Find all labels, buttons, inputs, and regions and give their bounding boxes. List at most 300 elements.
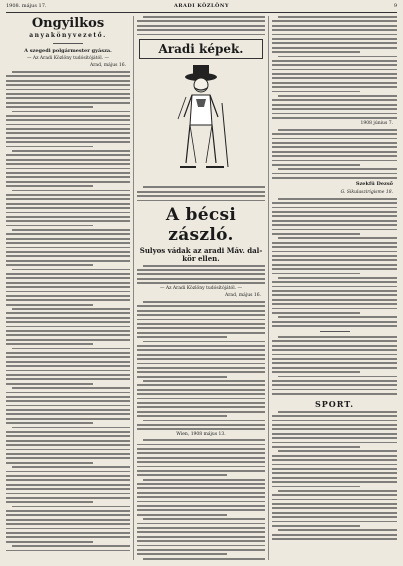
text-line (6, 304, 93, 306)
article-dateline: Arad, május 16. (90, 63, 126, 68)
text-line (137, 376, 227, 378)
text-line (272, 321, 397, 323)
text-line (272, 246, 397, 248)
article-dateline: Arad, május 16. (225, 293, 261, 299)
text-line (6, 352, 130, 354)
text-line (272, 215, 397, 217)
text-line (272, 389, 397, 391)
text-line (6, 471, 130, 473)
text-line (12, 111, 130, 113)
text-line (272, 86, 397, 88)
text-line (272, 303, 397, 305)
text-line (137, 323, 265, 325)
text-line (143, 518, 265, 520)
text-line (278, 490, 397, 492)
text-line (137, 540, 265, 542)
text-line (6, 299, 130, 301)
text-line (272, 420, 397, 422)
column-2 (137, 16, 265, 560)
text-line (272, 138, 397, 140)
text-line (137, 278, 265, 280)
author-signature: Szekfü Dezső (355, 180, 393, 187)
text-line (137, 545, 265, 547)
text-line (137, 474, 227, 476)
text-line (278, 529, 397, 531)
text-line (272, 113, 397, 115)
text-line (137, 393, 265, 395)
text-line (6, 198, 130, 200)
text-line (6, 260, 130, 262)
text-line (272, 264, 397, 266)
text-line (6, 172, 130, 174)
text-line (137, 402, 265, 404)
text-line (137, 536, 265, 538)
text-line (272, 69, 397, 71)
text-line (272, 437, 397, 439)
text-line (272, 242, 397, 244)
text-line (272, 220, 397, 222)
text-line (12, 506, 130, 508)
text-line (278, 198, 397, 200)
text-line (137, 428, 265, 430)
text-line (137, 273, 265, 275)
text-line (278, 129, 397, 131)
text-line (6, 501, 93, 503)
column-3 (272, 16, 397, 560)
text-line (6, 225, 93, 227)
text-line (6, 291, 130, 293)
text-line (137, 549, 265, 551)
text-line (272, 29, 397, 31)
text-line (272, 281, 397, 283)
text-line (12, 229, 130, 231)
text-line (6, 80, 130, 82)
caricature-illustration (166, 63, 236, 183)
text-line (272, 42, 397, 44)
text-line (6, 233, 130, 235)
text-line (6, 159, 130, 161)
text-line (6, 422, 93, 424)
text-line (137, 195, 265, 197)
text-line (6, 124, 130, 126)
text-line (272, 146, 397, 148)
text-line (272, 521, 397, 523)
text-line (272, 538, 397, 540)
text-line (6, 356, 130, 358)
text-line (143, 341, 265, 343)
text-line (272, 371, 360, 373)
text-line (137, 398, 265, 400)
text-line (6, 141, 130, 143)
article-body (272, 16, 397, 119)
text-line (278, 277, 397, 279)
text-line (272, 358, 397, 360)
text-line (6, 475, 130, 477)
text-line (6, 541, 93, 543)
text-line (278, 95, 397, 97)
text-line (6, 146, 93, 148)
text-line (137, 389, 265, 391)
sport-section-title: SPORT. (315, 398, 354, 409)
divider (53, 43, 83, 44)
text-line (12, 308, 130, 310)
text-line (272, 160, 397, 162)
text-line (6, 457, 130, 459)
text-line (272, 354, 397, 356)
text-line (272, 534, 397, 536)
text-line (6, 163, 130, 165)
text-line (143, 420, 265, 422)
text-line (6, 185, 93, 187)
text-line (137, 470, 265, 472)
text-line (272, 99, 397, 101)
text-line (272, 384, 397, 386)
text-line (6, 528, 130, 530)
text-line (272, 64, 397, 66)
text-line (6, 409, 130, 411)
text-line (12, 545, 130, 547)
text-line (272, 104, 397, 106)
text-line (137, 424, 265, 426)
text-line (272, 73, 397, 75)
article-headline: A szegedi polgármester gyásza. (24, 48, 112, 54)
column-divider (268, 16, 269, 560)
text-line (272, 82, 397, 84)
newspaper-name: ARADI KÖZLÖNY (173, 3, 230, 9)
text-line (6, 330, 130, 332)
text-line (137, 29, 265, 31)
text-line (6, 334, 130, 336)
text-line (272, 367, 397, 369)
text-line (6, 396, 130, 398)
text-line (6, 220, 130, 222)
text-line (6, 312, 130, 314)
text-line (137, 310, 265, 312)
text-line (137, 411, 265, 413)
text-line (137, 553, 227, 555)
text-line (272, 108, 397, 110)
section-subtitle: anyakönyvezető. (29, 32, 107, 39)
text-line (6, 97, 130, 99)
text-line (6, 374, 130, 376)
text-line (6, 264, 93, 266)
text-line (6, 251, 130, 253)
text-line (272, 273, 360, 275)
text-line (6, 361, 130, 363)
text-line (137, 327, 265, 329)
text-line (278, 168, 397, 170)
text-line (6, 497, 130, 499)
page-number: 9 (393, 3, 397, 9)
issue-date: 1908. május 17. (6, 3, 47, 9)
text-line (6, 326, 130, 328)
text-line (137, 444, 265, 446)
text-line (6, 343, 93, 345)
text-line (137, 492, 265, 494)
text-line (272, 34, 397, 36)
feature-title: Aradi képek. (158, 42, 244, 57)
text-line (272, 202, 397, 204)
text-line (272, 325, 397, 327)
text-line (6, 400, 130, 402)
text-line (137, 200, 265, 202)
article-dateline: 1908 június 7. (360, 120, 393, 126)
text-line (6, 194, 130, 196)
text-line (272, 151, 397, 153)
text-line (272, 507, 397, 509)
text-line (272, 516, 397, 518)
lead-paragraph (137, 265, 265, 284)
text-line (272, 255, 397, 257)
text-line (137, 34, 265, 36)
divider (320, 331, 350, 332)
text-line (6, 84, 130, 86)
text-line (272, 294, 397, 296)
article-body (272, 411, 397, 540)
text-line (137, 305, 265, 307)
text-line (6, 519, 130, 521)
text-line (272, 455, 397, 457)
text-line (272, 133, 397, 135)
text-line (6, 317, 130, 319)
text-line (272, 233, 360, 235)
text-line (6, 514, 130, 516)
text-line (272, 459, 397, 461)
text-line (143, 558, 265, 560)
text-line (272, 299, 397, 301)
text-line (6, 181, 130, 183)
text-line (278, 56, 397, 58)
text-line (272, 224, 397, 226)
text-line (272, 486, 360, 488)
text-line (272, 155, 397, 157)
text-line (143, 439, 265, 441)
text-line (272, 20, 397, 22)
text-line (6, 453, 130, 455)
text-line (6, 405, 130, 407)
article-title: A bécsi zászló. (165, 205, 237, 246)
text-line (143, 186, 265, 188)
text-line (272, 117, 397, 119)
text-line (12, 71, 130, 73)
text-line (272, 481, 397, 483)
text-line (6, 321, 130, 323)
text-line (6, 286, 130, 288)
text-line (137, 501, 265, 503)
article-body (137, 439, 265, 560)
text-line (272, 349, 397, 351)
text-line (6, 282, 130, 284)
text-line (278, 16, 397, 18)
text-line (272, 512, 397, 514)
text-line (272, 499, 397, 501)
text-line (272, 38, 397, 40)
text-line (137, 319, 265, 321)
text-line (137, 527, 265, 529)
text-line (272, 173, 397, 175)
text-line (137, 332, 265, 334)
text-line (12, 427, 130, 429)
article-body (137, 16, 265, 35)
text-line (12, 269, 130, 271)
letter-dateline: Wien, 1908 május 13. (176, 432, 226, 438)
text-line (6, 536, 130, 538)
text-line (272, 312, 360, 314)
text-line (278, 450, 397, 452)
text-line (6, 75, 130, 77)
text-line (137, 466, 265, 468)
text-line (6, 168, 130, 170)
text-line (272, 47, 397, 49)
text-line (6, 102, 130, 104)
text-line (137, 483, 265, 485)
text-line (137, 514, 227, 516)
text-line (272, 142, 397, 144)
caption-body (137, 186, 265, 201)
text-line (6, 440, 130, 442)
text-line (272, 60, 397, 62)
text-line (272, 442, 397, 444)
text-line (137, 25, 265, 27)
text-line (137, 336, 227, 338)
text-line (272, 259, 397, 261)
text-line (6, 523, 130, 525)
text-line (6, 242, 130, 244)
text-line (6, 137, 130, 139)
text-line (137, 452, 265, 454)
text-line (6, 247, 130, 249)
text-line (272, 211, 397, 213)
text-line (272, 345, 397, 347)
text-line (137, 509, 265, 511)
article-byline: — Az Aradi Közlöny tudósítójától. — (159, 286, 243, 292)
text-line (137, 269, 265, 271)
text-line (272, 472, 397, 474)
text-line (6, 273, 130, 275)
text-line (12, 150, 130, 152)
text-line (6, 277, 130, 279)
text-line (272, 477, 397, 479)
text-line (137, 523, 265, 525)
text-line (137, 457, 265, 459)
text-line (12, 387, 130, 389)
text-line (6, 207, 130, 209)
page-header (6, 3, 397, 12)
text-line (6, 295, 130, 297)
text-line (6, 115, 130, 117)
text-line (272, 207, 397, 209)
text-line (137, 358, 265, 360)
feature-box (139, 39, 263, 59)
text-line (278, 316, 397, 318)
column-1 (6, 16, 130, 560)
text-line (6, 365, 130, 367)
text-line (6, 444, 130, 446)
text-line (6, 93, 130, 95)
text-line (6, 418, 130, 420)
header-rule (6, 12, 397, 13)
text-line (6, 128, 130, 130)
text-line (6, 378, 130, 380)
article-body (6, 71, 130, 551)
text-line (272, 268, 397, 270)
section-title: Ongyilkos (31, 16, 105, 31)
text-line (278, 376, 397, 378)
text-line (6, 431, 130, 433)
text-line (272, 424, 397, 426)
text-line (272, 428, 397, 430)
text-line (272, 446, 360, 448)
text-line (6, 212, 130, 214)
text-line (137, 487, 265, 489)
text-line (272, 468, 397, 470)
text-line (143, 380, 265, 382)
text-line (272, 229, 397, 231)
text-line (272, 433, 397, 435)
article-subheadline: Sulyos vádak az aradi Máv. dal- kör ellen. (139, 246, 263, 264)
text-line (6, 106, 93, 108)
text-line (137, 349, 265, 351)
text-line (137, 415, 227, 417)
text-line (272, 51, 360, 53)
text-line (137, 448, 265, 450)
text-line (272, 251, 397, 253)
text-line (137, 496, 265, 498)
text-line (137, 345, 265, 347)
text-line (6, 89, 130, 91)
text-line (272, 91, 360, 93)
text-line (143, 16, 265, 18)
text-line (6, 176, 130, 178)
text-line (6, 493, 130, 495)
text-line (143, 301, 265, 303)
text-line (272, 464, 397, 466)
text-line (272, 164, 360, 166)
text-line (272, 340, 397, 342)
text-line (137, 531, 265, 533)
text-line (272, 415, 397, 417)
text-line (6, 119, 130, 121)
text-line (12, 190, 130, 192)
text-line (6, 339, 130, 341)
text-line (6, 550, 130, 552)
text-line (137, 20, 265, 22)
text-line (143, 265, 265, 267)
text-line (272, 380, 397, 382)
text-line (6, 370, 130, 372)
text-line (6, 238, 130, 240)
text-line (272, 308, 397, 310)
text-line (272, 177, 397, 179)
text-line (6, 203, 130, 205)
text-line (6, 154, 130, 156)
text-line (137, 367, 265, 369)
text-line (278, 411, 397, 413)
text-line (6, 462, 93, 464)
text-line (272, 393, 397, 395)
text-line (6, 510, 130, 512)
text-line (6, 255, 130, 257)
text-line (137, 354, 265, 356)
text-line (137, 282, 265, 284)
text-line (137, 363, 265, 365)
text-line (6, 488, 130, 490)
article-byline: — Az Aradi Közlöny tudósítójától. — (26, 56, 110, 61)
text-line (272, 503, 397, 505)
text-line (6, 449, 130, 451)
article-body (272, 198, 397, 327)
text-line (143, 479, 265, 481)
